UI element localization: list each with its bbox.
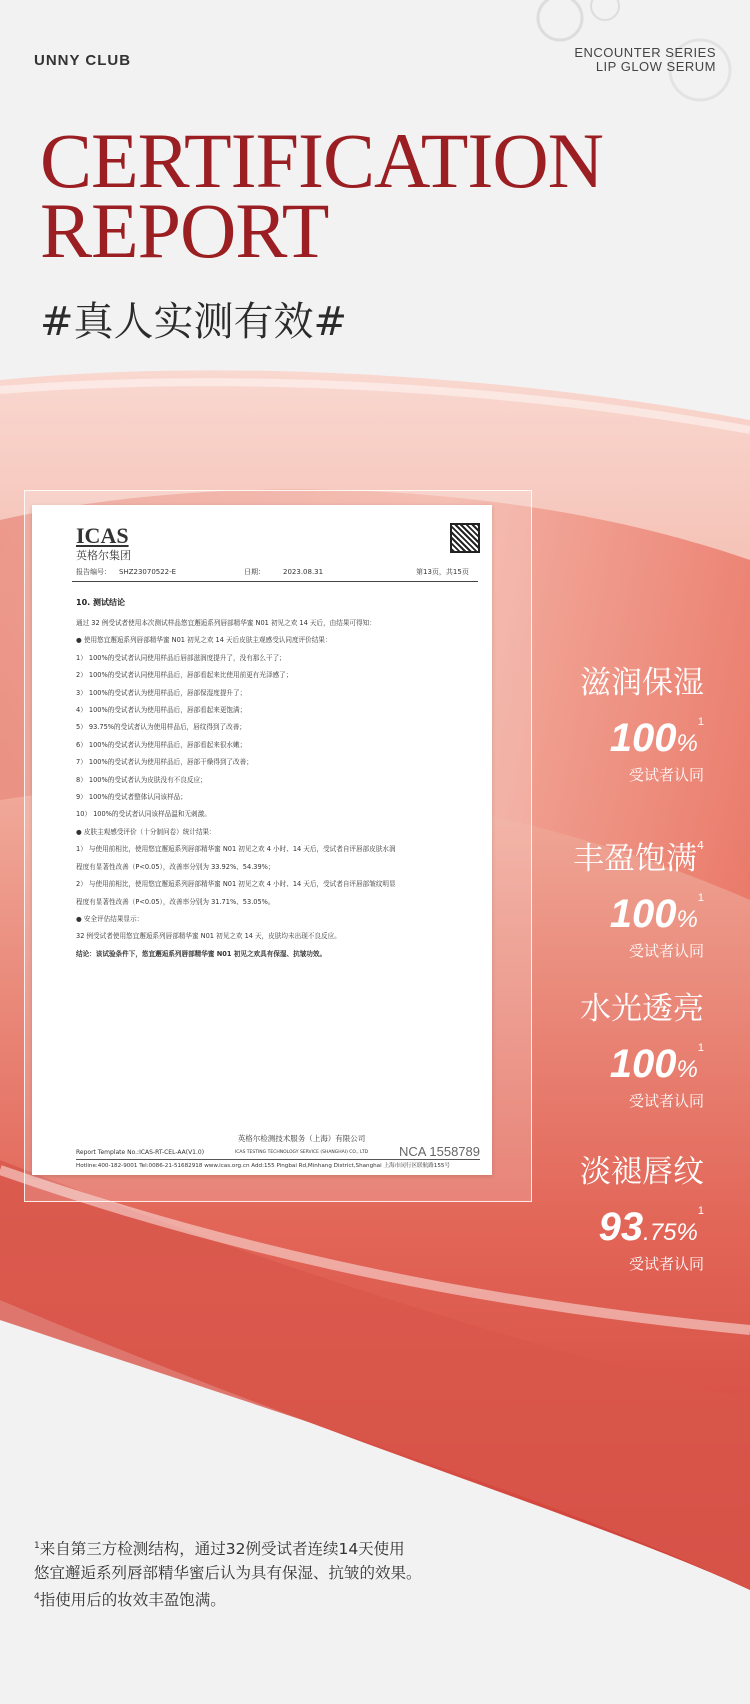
stat-note: 受试者认同 — [628, 1092, 704, 1110]
footnotes — [34, 1534, 422, 1612]
footnote-4 — [34, 1585, 422, 1612]
icas-logo: ICAS — [76, 523, 129, 548]
stat-note: 受试者认同 — [628, 942, 704, 960]
conclusion-line: 2） 100%的受试者认同使用样品后，唇部看起来比使用前更有光泽感了； — [76, 671, 293, 680]
conclusion-text — [76, 615, 476, 963]
stat-label: 淡褪唇纹 — [580, 1154, 704, 1190]
conclusion-line: 32 例受试者使用悠宜邂逅系列唇部精华蜜 N01 初见之欢 14 天，皮肤均未出现不良反应。 — [76, 932, 341, 941]
conclusion-line: 通过 32 例受试者使用本次测试样品悠宜邂逅系列唇部精华蜜 N01 初见之欢 14 天后，由结果可得知： — [76, 619, 376, 627]
title-line-2: REPORT — [40, 187, 329, 274]
company-name-en: ICAS TESTING TECHNOLOGY SERVICE (SHANGHAI) CO., LTD — [234, 1150, 369, 1155]
conclusion-line: 5） 93.75%的受试者认为使用样品后，唇纹得到了改善； — [76, 723, 246, 732]
stat-footnote-mark: 1 — [697, 892, 704, 904]
stat-number: 100 — [609, 892, 677, 936]
stat-value — [580, 1191, 704, 1253]
conclusion-line: 10） 100%的受试者认同该样品温和无刺激。 — [76, 810, 211, 819]
report-number-value: SHZ23070522-E — [119, 568, 177, 576]
section-title: 10. 测试结论 — [76, 598, 125, 607]
series-label — [574, 46, 716, 74]
conclusion-line: 9） 100%的受试者整体认同该样品； — [76, 793, 187, 802]
stat-label — [573, 827, 704, 878]
conclusion-line: 7） 100%的受试者认为使用样品后，唇部干燥得到了改善； — [76, 758, 253, 767]
icas-logo-cn: 英格尔集团 — [76, 549, 131, 562]
stat-footnote-mark: 1 — [697, 1205, 704, 1217]
company-name-cn: 英格尔检测技术服务（上海）有限公司 — [237, 1134, 366, 1143]
brand-name: UNNY CLUB — [34, 52, 132, 69]
series-line-1: ENCOUNTER SERIES — [574, 45, 716, 60]
conclusion-line: 2） 与使用前相比，使用悠宜邂逅系列唇部精华蜜 N01 初见之欢 4 小时、14 天后，受试者自评唇部皱纹明显 — [76, 880, 396, 889]
stat-footnote-mark: 1 — [697, 1042, 704, 1054]
report-date-value: 2023.08.31 — [283, 568, 324, 576]
stat-unit: % — [676, 730, 698, 757]
footnote-mark: 1 — [34, 1541, 40, 1551]
stat-value — [573, 878, 704, 940]
stat-plumping — [573, 827, 704, 962]
company-name — [235, 1133, 368, 1159]
stat-label: 水光透亮 — [580, 991, 704, 1027]
footnote-text: 来自第三方检测结构，通过32例受试者连续14天使用 — [39, 1540, 405, 1558]
stat-note: 受试者认同 — [628, 1255, 704, 1273]
stat-note: 受试者认同 — [628, 766, 704, 784]
qr-code-icon — [450, 523, 480, 553]
nca-number: NCA 1558789 — [399, 1144, 480, 1159]
contact-line: Hotline:400-182-9001 Tel:0086-21-51682918 www.icas.org.cn Add:155 Pingbai Rd,Minhang District,Shanghai 上海市闵行区联航路155号 — [76, 1163, 451, 1169]
report-page: 第13页，共15页 — [416, 568, 469, 576]
conclusion-line: 程度有显著性改善（P<0.05），改善率分别为 33.92%、54.39%； — [76, 862, 275, 871]
stat-number: 100 — [609, 1042, 677, 1086]
stat-label-footnote-mark: 4 — [697, 839, 704, 852]
conclusion-line: 1） 100%的受试者认同使用样品后唇部滋润度提升了，没有那么干了； — [76, 653, 286, 662]
stat-value — [580, 702, 704, 764]
footnote-1-cont: 悠宜邂逅系列唇部精华蜜后认为具有保湿、抗皱的效果。 — [34, 1564, 422, 1582]
conclusion-line: 程度有显著性改善（P<0.05），改善率分别为 31.71%、53.05%。 — [76, 897, 275, 906]
divider — [72, 581, 478, 582]
conclusion-line: 结论：该试验条件下，悠宜邂逅系列唇部精华蜜 N01 初见之欢具有保湿、抗皱功效。 — [76, 949, 327, 958]
title-line-1: CERTIFICATION — [40, 117, 603, 204]
certification-document — [32, 505, 492, 1175]
stat-label: 滋润保湿 — [580, 665, 704, 701]
conclusion-line: 4） 100%的受试者认为使用样品后，唇部看起来更饱满； — [76, 706, 247, 715]
page-title — [40, 117, 603, 274]
page-subtitle: #真人实测有效# — [40, 299, 348, 345]
template-number: Report Template No.:ICAS-RT-CEL-AA(V1.0) — [76, 1149, 205, 1156]
footnote-1 — [34, 1534, 422, 1561]
stat-moisturizing — [580, 664, 704, 786]
conclusion-line: ● 使用悠宜邂逅系列唇部精华蜜 N01 初见之欢 14 天后皮肤主观感受认同度评价结果： — [76, 636, 332, 645]
document-footer-top — [76, 1133, 480, 1160]
footnote-mark: 4 — [34, 1592, 40, 1602]
stat-label-text: 丰盈饱满 — [573, 841, 697, 877]
stat-unit: % — [676, 906, 698, 933]
footnote-text: 指使用后的妆效丰盈饱满。 — [39, 1591, 226, 1609]
conclusion-line: 3） 100%的受试者认为使用样品后，唇部保湿度提升了； — [76, 688, 247, 697]
stat-lip-lines — [580, 1153, 704, 1275]
series-line-2: LIP GLOW SERUM — [595, 59, 716, 74]
stat-decimal: .75 — [643, 1219, 677, 1246]
report-number — [76, 567, 176, 577]
conclusion-line: ● 安全评估结果显示： — [76, 914, 144, 923]
report-number-label: 报告编号： — [76, 568, 111, 576]
conclusion-line: 1） 与使用前相比，使用悠宜邂逅系列唇部精华蜜 N01 初见之欢 4 小时、14 天后，受试者自评唇部皮肤水润 — [76, 845, 396, 854]
report-date — [244, 567, 323, 577]
report-date-label: 日期： — [244, 568, 265, 576]
document-footer — [76, 1133, 480, 1172]
stat-unit: % — [676, 1056, 698, 1083]
stat-unit: % — [676, 1219, 698, 1246]
conclusion-line: 6） 100%的受试者认为使用样品后，唇部看起来很水嫩； — [76, 740, 247, 749]
stat-number: 93 — [598, 1205, 644, 1249]
stat-footnote-mark: 1 — [697, 716, 704, 728]
stat-glossy — [580, 990, 704, 1112]
conclusion-line: 8） 100%的受试者认为皮肤没有不良反应； — [76, 775, 207, 784]
stat-number: 100 — [609, 716, 677, 760]
stat-value — [580, 1028, 704, 1090]
conclusion-line: ● 皮肤主观感受评价（十分制问卷）统计结果： — [76, 827, 216, 836]
